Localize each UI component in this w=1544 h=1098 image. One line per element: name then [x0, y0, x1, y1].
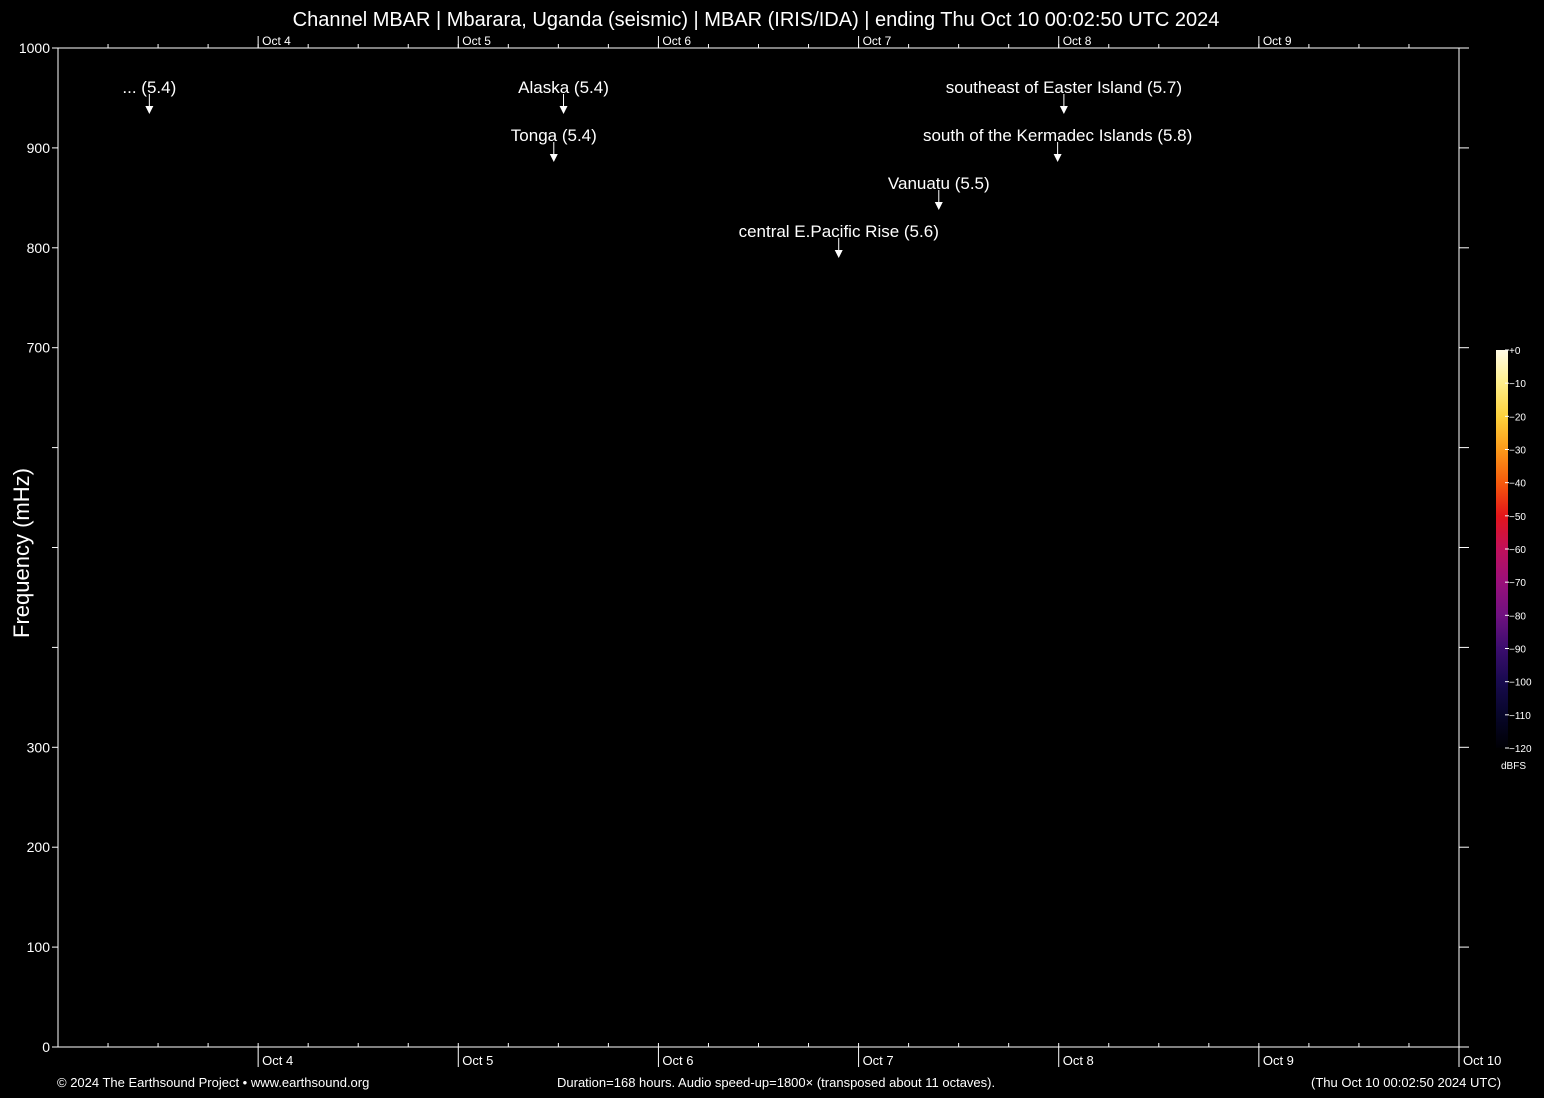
footer-copyright: © 2024 The Earthsound Project • www.earthsound.org [57, 1075, 370, 1090]
colorbar-tick-label: −20 [1509, 412, 1526, 424]
event-arrow-head [1054, 154, 1062, 162]
colorbar-tick-label: −120 [1509, 744, 1532, 755]
colorbar-tick-label: +0 [1509, 346, 1521, 357]
x-top-tick-label: Oct 5 [462, 34, 491, 48]
x-top-tick-label: Oct 7 [862, 34, 892, 48]
colorbar-tick-label: −70 [1509, 578, 1526, 590]
colorbar-tick-label: −30 [1509, 445, 1526, 457]
colorbar-tick-label: −100 [1509, 677, 1532, 689]
colorbar-tick-label: −80 [1509, 611, 1526, 623]
event-label: southeast of Easter Island (5.7) [945, 78, 1183, 97]
colorbar-tick-label: −10 [1509, 379, 1526, 391]
event-label: ... (5.4) [122, 78, 177, 97]
x-tick-label: Oct 7 [862, 1053, 894, 1068]
colorbar-tick-label: −40 [1509, 478, 1526, 490]
event-label: central E.Pacific Rise (5.6) [738, 222, 939, 241]
y-tick-label: 1000 [18, 40, 50, 56]
y-tick-label: 800 [26, 239, 50, 256]
footer-duration: Duration=168 hours. Audio speed-up=1800× (transposed about 11 octaves). [557, 1075, 996, 1090]
colorbar-tick-label: −90 [1509, 644, 1526, 656]
y-tick-label: 100 [26, 939, 50, 956]
colorbar-title: dBFS [1501, 761, 1527, 772]
x-tick-label: Oct 6 [662, 1053, 694, 1068]
colorbar-tick-label: −110 [1509, 710, 1531, 722]
y-tick-label: 200 [26, 839, 50, 856]
x-top-tick-label: Oct 9 [1262, 34, 1292, 48]
x-top-tick-label: Oct 8 [1062, 34, 1092, 48]
colorbar-tick-label: −50 [1509, 511, 1526, 523]
event-arrow-head [560, 106, 568, 114]
event-arrow-head [935, 202, 943, 210]
x-tick-label: Oct 4 [262, 1053, 294, 1068]
event-label: Alaska (5.4) [518, 78, 609, 97]
x-tick-label: Oct 10 [1463, 1053, 1502, 1068]
event-label: south of the Kermadec Islands (5.8) [922, 126, 1193, 145]
y-tick-label: 300 [26, 739, 50, 756]
event-label: Vanuatu (5.5) [887, 174, 990, 193]
y-tick-label: 0 [42, 1039, 50, 1055]
event-arrow-head [145, 106, 153, 114]
x-top-tick-label: Oct 6 [662, 34, 692, 48]
footer-end-time: (Thu Oct 10 00:02:50 2024 UTC) [1311, 1075, 1502, 1090]
x-tick-label: Oct 9 [1262, 1053, 1294, 1068]
y-tick-label: 900 [26, 139, 50, 156]
y-axis-label: Frequency (mHz) [9, 468, 34, 638]
y-tick-label: 700 [26, 339, 50, 356]
colorbar-tick-label: −60 [1509, 545, 1526, 556]
event-arrow-head [550, 154, 558, 162]
x-tick-label: Oct 5 [462, 1053, 494, 1068]
x-top-tick-label: Oct 4 [262, 34, 291, 48]
event-arrow-head [835, 250, 843, 258]
chart-title: Channel MBAR | Mbarara, Uganda (seismic) | MBAR (IRIS/IDA) | ending Thu Oct 10 00:02:50 UTC 2024 [292, 9, 1220, 31]
event-arrow-head [1060, 106, 1068, 114]
x-tick-label: Oct 8 [1062, 1053, 1094, 1068]
event-label: Tonga (5.4) [510, 126, 597, 145]
